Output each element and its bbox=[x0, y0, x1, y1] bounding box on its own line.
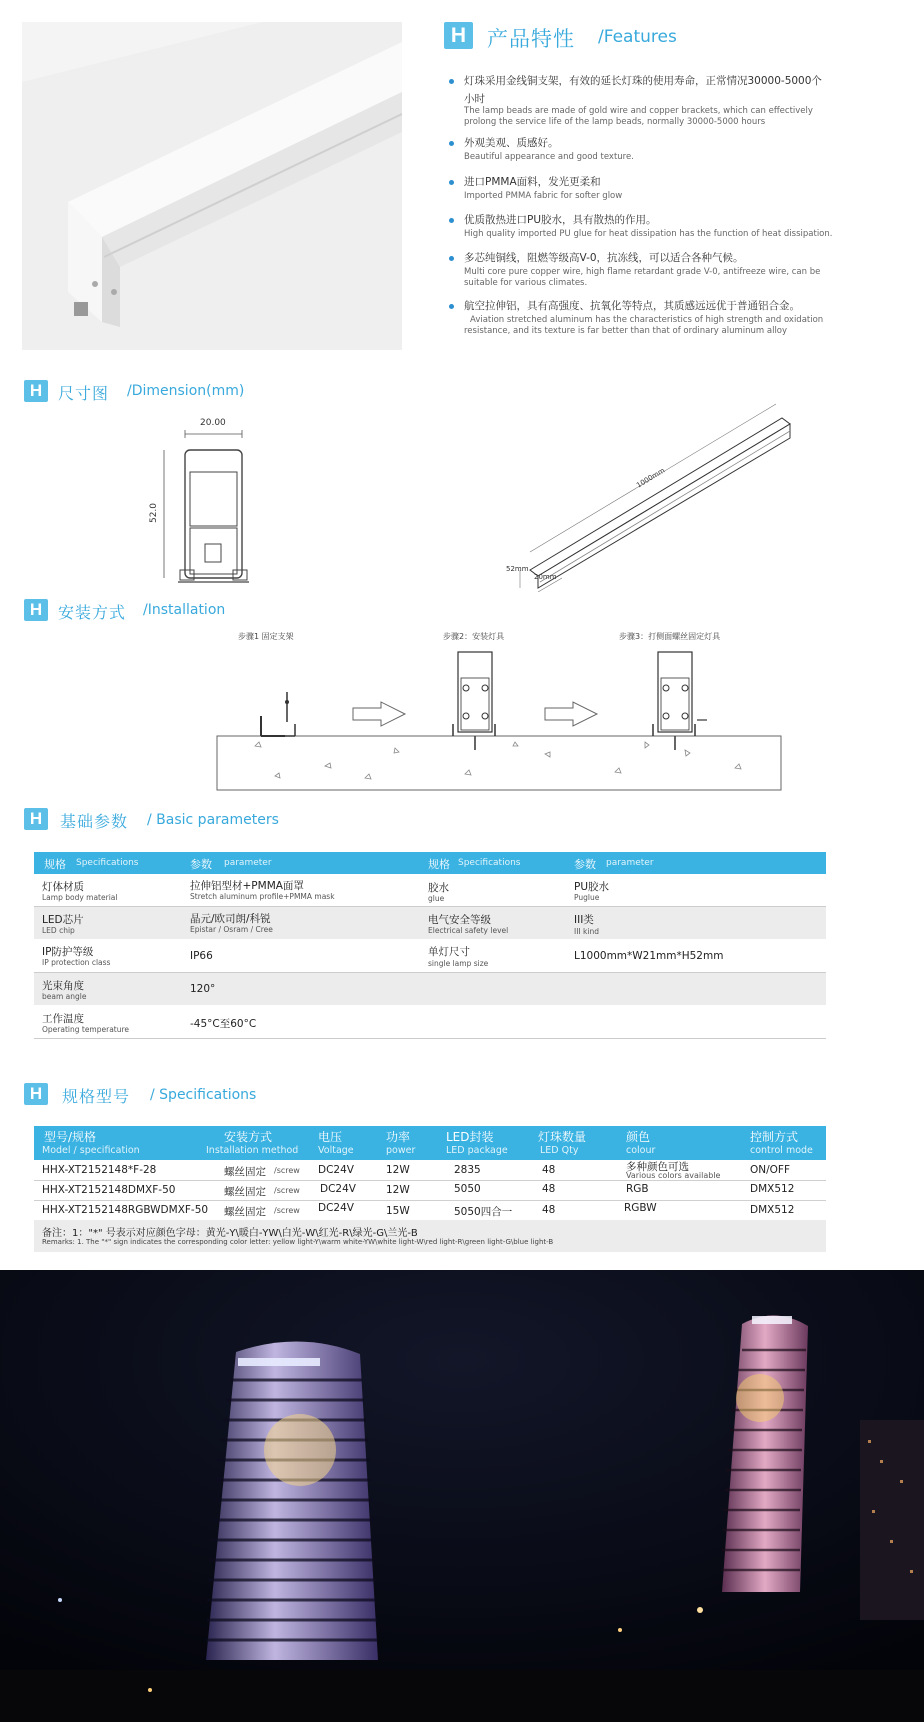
feature-6-en: Aviation stretched aluminum has the characteristics of high strength and oxidation bbox=[470, 315, 824, 325]
installation-subtitle: /Installation bbox=[143, 602, 226, 618]
basic-row bbox=[34, 1006, 826, 1039]
bullet-icon bbox=[449, 79, 454, 84]
spec-head-zh: 灯珠数量 bbox=[538, 1130, 587, 1144]
basic-head-2-zh: 参数 bbox=[190, 858, 212, 871]
basic-spec-label-en: glue bbox=[428, 894, 445, 903]
h-logo-icon: H bbox=[24, 1083, 48, 1105]
dimension-title: 尺寸图 bbox=[58, 384, 110, 403]
spec-qty: 48 bbox=[542, 1164, 556, 1176]
specs-table-header bbox=[34, 1126, 826, 1160]
basic-param-value: L1000mm*W21mm*H52mm bbox=[574, 950, 724, 962]
spec-install: 螺丝固定 bbox=[224, 1166, 266, 1178]
spec-power: 15W bbox=[386, 1205, 410, 1217]
specs-remarks bbox=[34, 1220, 826, 1252]
basic-param-value: IP66 bbox=[190, 950, 213, 962]
spec-head-en: Installation method bbox=[206, 1145, 299, 1156]
spec-head-zh: 功率 bbox=[386, 1130, 411, 1144]
basic-head-1-en: Specifications bbox=[76, 858, 139, 868]
spec-head-en: control mode bbox=[750, 1145, 813, 1156]
basic-param-value: 拉伸铝型材+PMMA面罩 bbox=[190, 880, 304, 892]
spec-head-zh: 颜色 bbox=[626, 1130, 651, 1144]
basic-spec-label-en: beam angle bbox=[42, 992, 87, 1001]
h-logo-icon: H bbox=[24, 599, 48, 621]
spec-power: 12W bbox=[386, 1164, 410, 1176]
basic-spec-label: 单灯尺寸 bbox=[428, 946, 470, 958]
basic-param-value: III类 bbox=[574, 914, 594, 926]
step2-label: 步骤2：安装灯具 bbox=[443, 632, 505, 641]
basic-spec-label: 电气安全等级 bbox=[428, 914, 491, 926]
spec-model: HHX-XT2152148*F-28 bbox=[42, 1164, 157, 1176]
basic-head-1-zh: 规格 bbox=[44, 858, 66, 871]
h-logo-icon: H bbox=[444, 22, 473, 49]
basic-param-value-en: Stretch aluminum profile+PMMA mask bbox=[190, 892, 335, 901]
feature-3-zh: 进口PMMA面料，发光更柔和 bbox=[464, 176, 601, 188]
feature-1-en-cont: prolong the service life of the lamp beads, normally 30000-5000 hours bbox=[464, 117, 766, 127]
iso-width-label: 20mm bbox=[534, 573, 557, 581]
spec-color: RGB bbox=[626, 1183, 649, 1195]
night-building-photo bbox=[0, 1270, 924, 1722]
dimension-subtitle: /Dimension(mm) bbox=[127, 383, 245, 399]
basic-title: 基础参数 bbox=[60, 812, 129, 831]
basic-table-header bbox=[34, 852, 826, 874]
feature-5-zh: 多芯纯铜线，阻燃等级高V-0，抗冻线，可以适合各种气候。 bbox=[464, 252, 744, 264]
product-image bbox=[22, 22, 402, 350]
basic-spec-label: 工作温度 bbox=[42, 1013, 84, 1025]
basic-spec-label: 光束角度 bbox=[42, 980, 84, 992]
basic-head-4-zh: 参数 bbox=[574, 858, 596, 871]
bullet-icon bbox=[449, 141, 454, 146]
basic-spec-label: 胶水 bbox=[428, 882, 449, 894]
spec-color: RGBW bbox=[624, 1202, 657, 1214]
spec-voltage: DC24V bbox=[318, 1202, 354, 1214]
length-label: 1000mm bbox=[635, 466, 667, 490]
h-logo-icon: H bbox=[24, 380, 48, 402]
bullet-icon bbox=[449, 180, 454, 185]
remark-en: Remarks: 1. The "*" sign indicates the corresponding color letter: yellow light-Y\warm white-YW\white light-W\red light-R\green light-G\blue light-B bbox=[42, 1238, 554, 1246]
basic-param-value: 120° bbox=[190, 983, 216, 995]
feature-3-en: Imported PMMA fabric for softer glow bbox=[464, 191, 623, 201]
remark-zh: 备注：1："*" 号表示对应颜色字母：黄光-Y\暖白-YW\白光-W\红光-R\绿光-G\兰光-B bbox=[42, 1228, 418, 1239]
specs-table-row bbox=[34, 1200, 826, 1221]
specs-table-row bbox=[34, 1180, 826, 1201]
step3-label: 步骤3：打侧面螺丝固定灯具 bbox=[619, 632, 721, 641]
spec-install-en: /screw bbox=[274, 1186, 300, 1195]
basic-spec-label-en: Lamp body material bbox=[42, 893, 118, 902]
bullet-icon bbox=[449, 218, 454, 223]
spec-head-en: LED package bbox=[446, 1145, 508, 1156]
spec-head-zh: 电压 bbox=[318, 1130, 343, 1144]
feature-4-zh: 优质散热进口PU胶水，具有散热的作用。 bbox=[464, 214, 657, 226]
basic-head-3-zh: 规格 bbox=[428, 858, 450, 871]
installation-diagram bbox=[215, 644, 785, 792]
spec-install: 螺丝固定 bbox=[224, 1186, 266, 1198]
bullet-icon bbox=[449, 304, 454, 309]
spec-control: DMX512 bbox=[750, 1183, 795, 1195]
basic-row bbox=[34, 907, 826, 939]
width-dimension-label: 20.00 bbox=[200, 418, 226, 428]
basic-param-value: 晶元/欧司朗/科锐 bbox=[190, 913, 271, 925]
basic-head-2-en: parameter bbox=[224, 858, 272, 868]
basic-param-value: PU胶水 bbox=[574, 881, 610, 893]
basic-spec-label: LED芯片 bbox=[42, 914, 84, 926]
feature-1-zh: 灯珠采用金线铜支架，有效的延长灯珠的使用寿命，正常情况30000-5000个 bbox=[464, 75, 822, 87]
spec-head-zh: 型号/规格 bbox=[44, 1130, 97, 1144]
basic-head-4-en: parameter bbox=[606, 858, 654, 868]
basic-spec-label-en: single lamp size bbox=[428, 959, 489, 968]
feature-5-en: Multi core pure copper wire, high flame retardant grade V-0, antifreeze wire, can be bbox=[464, 267, 821, 277]
basic-row bbox=[34, 940, 826, 973]
spec-model: HHX-XT2152148DMXF-50 bbox=[42, 1184, 176, 1196]
spec-head-en: power bbox=[386, 1145, 416, 1156]
basic-spec-label: IP防护等级 bbox=[42, 946, 94, 958]
feature-2-zh: 外观美观、质感好。 bbox=[464, 137, 559, 149]
spec-head-en: colour bbox=[626, 1145, 656, 1156]
basic-head-3-en: Specifications bbox=[458, 858, 521, 868]
basic-row bbox=[34, 874, 826, 907]
features-subtitle: /Features bbox=[598, 27, 677, 47]
spec-control: ON/OFF bbox=[750, 1164, 791, 1176]
basic-spec-label-en: Operating temperature bbox=[42, 1025, 130, 1034]
feature-5-en-cont: suitable for various climates. bbox=[464, 278, 588, 288]
spec-qty: 48 bbox=[542, 1204, 556, 1216]
specs-table-row bbox=[34, 1160, 826, 1181]
spec-install: 螺丝固定 bbox=[224, 1206, 266, 1218]
basic-param-value-en: Puglue bbox=[574, 893, 600, 902]
basic-spec-label-en: LED chip bbox=[42, 926, 75, 935]
basic-spec-label-en: IP protection class bbox=[42, 958, 111, 967]
spec-power: 12W bbox=[386, 1184, 410, 1196]
spec-head-zh: 安装方式 bbox=[224, 1130, 273, 1144]
step1-label: 步骤1 固定支架 bbox=[238, 632, 294, 641]
basic-param-value-en: III kind bbox=[574, 927, 599, 936]
spec-voltage: DC24V bbox=[318, 1164, 354, 1176]
spec-color-en: Various colors available bbox=[626, 1171, 721, 1180]
specs-subtitle: / Specifications bbox=[150, 1087, 257, 1103]
basic-param-value-en: Epistar / Osram / Cree bbox=[190, 925, 273, 934]
bullet-icon bbox=[449, 256, 454, 261]
feature-1-en: The lamp beads are made of gold wire and copper brackets, which can effectively bbox=[464, 106, 813, 116]
basic-row bbox=[34, 973, 826, 1005]
basic-param-value: -45°C至60°C bbox=[190, 1018, 257, 1030]
spec-control: DMX512 bbox=[750, 1204, 795, 1216]
feature-6-en-cont: resistance, and its texture is far better than that of ordinary aluminum alloy bbox=[464, 326, 788, 336]
specs-title: 规格型号 bbox=[62, 1087, 131, 1106]
basic-spec-label: 灯体材质 bbox=[42, 881, 84, 893]
height-dimension-label: 52.0 bbox=[149, 502, 160, 524]
spec-head-zh: LED封装 bbox=[446, 1130, 494, 1144]
spec-head-en: Model / specification bbox=[42, 1145, 140, 1156]
feature-2-en: Beautiful appearance and good texture. bbox=[464, 152, 634, 162]
iso-height-label: 52mm bbox=[506, 565, 529, 573]
features-title: 产品特性 bbox=[487, 27, 575, 51]
spec-model: HHX-XT2152148RGBWDMXF-50 bbox=[42, 1204, 209, 1216]
isometric-length-drawing bbox=[500, 402, 800, 592]
basic-subtitle: / Basic parameters bbox=[147, 812, 279, 828]
feature-4-en: High quality imported PU glue for heat dissipation has the function of heat dissipation. bbox=[464, 229, 833, 239]
feature-6-zh: 航空拉伸铝，具有高强度、抗氧化等特点，其质感远远优于普通铝合金。 bbox=[464, 300, 800, 312]
spec-package: 5050四合一 bbox=[454, 1206, 513, 1218]
spec-install-en: /screw bbox=[274, 1166, 300, 1175]
spec-head-zh: 控制方式 bbox=[750, 1130, 799, 1144]
spec-package: 5050 bbox=[454, 1183, 481, 1195]
spec-qty: 48 bbox=[542, 1183, 556, 1195]
spec-install-en: /screw bbox=[274, 1206, 300, 1215]
spec-head-en: Voltage bbox=[318, 1145, 354, 1156]
spec-voltage: DC24V bbox=[320, 1183, 356, 1195]
installation-title: 安装方式 bbox=[58, 603, 127, 622]
spec-package: 2835 bbox=[454, 1164, 481, 1176]
spec-head-en: LED Qty bbox=[540, 1145, 579, 1156]
h-logo-icon: H bbox=[24, 808, 48, 830]
basic-spec-label-en: Electrical safety level bbox=[428, 926, 509, 935]
profile-cross-section-drawing bbox=[150, 414, 260, 586]
spec-color: 多种颜色可选 bbox=[626, 1161, 689, 1173]
feature-1-zh-cont: 小时 bbox=[464, 93, 485, 105]
